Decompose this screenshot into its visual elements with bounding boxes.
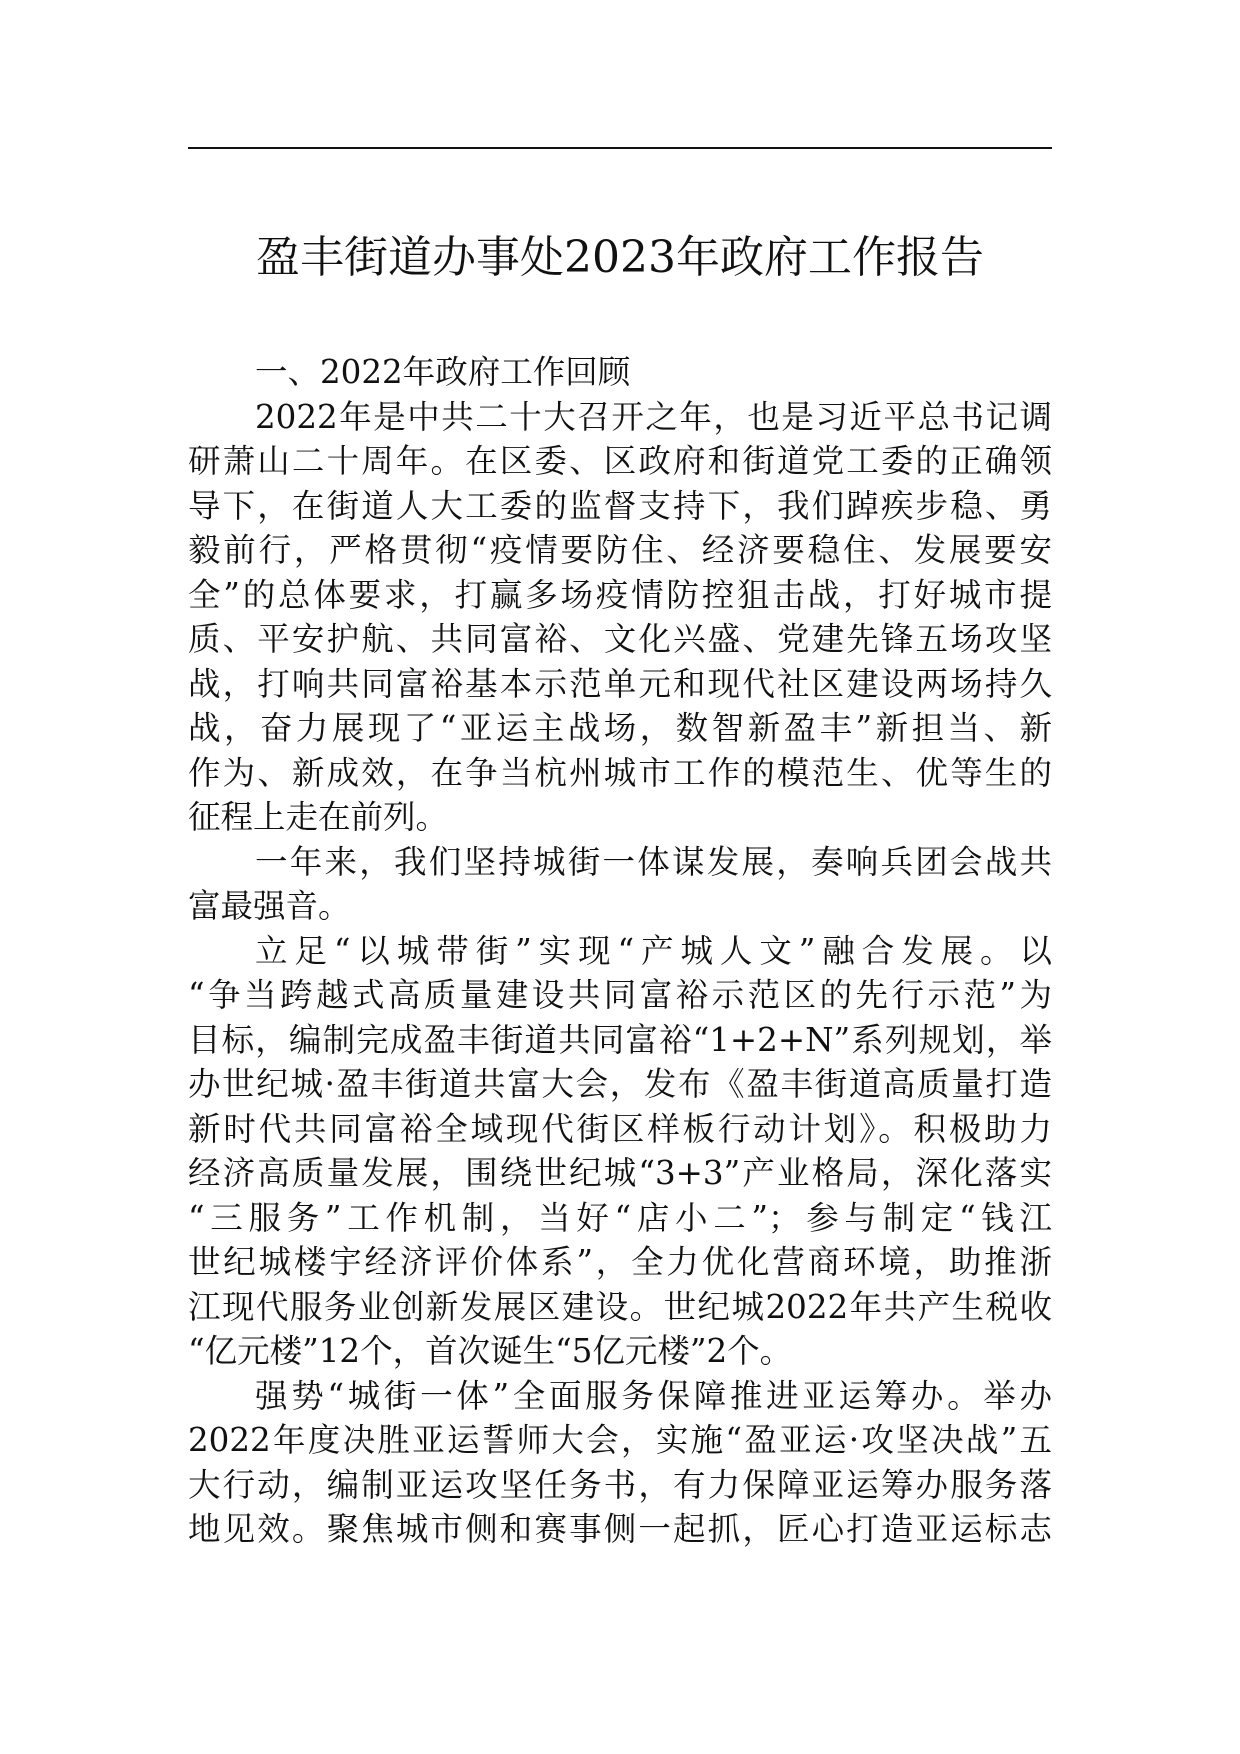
paragraph-line: “亿元楼”12个，首次诞生“5亿元楼”2个。 — [188, 1332, 793, 1370]
paragraph-line: 新时代共同富裕全域现代街区样板行动计划》。积极助力 — [188, 1109, 1052, 1148]
paragraph-line: 2022年是中共二十大召开之年，也是习近平总书记调 — [255, 397, 1052, 436]
section-heading: 一、2022年政府工作回顾 — [255, 353, 631, 391]
paragraph-line: 富最强音。 — [188, 887, 351, 925]
paragraph-line: 质、平安护航、共同富裕、文化兴盛、党建先锋五场攻坚 — [188, 620, 1052, 658]
paragraph-line: 征程上走在前列。 — [188, 798, 449, 836]
paragraph-line: 战，奋力展现了“亚运主战场，数智新盈丰”新担当、新 — [188, 709, 1052, 747]
paragraph-line: 作为、新成效，在争当杭州城市工作的模范生、优等生的 — [188, 753, 1052, 792]
paragraph-line: 2022年度决胜亚运誓师大会，实施“盈亚运·攻坚决战”五 — [188, 1421, 1052, 1459]
paragraph-line: 导下，在街道人大工委的监督支持下，我们踔疾步稳、勇 — [188, 486, 1052, 525]
paragraph-line: 全”的总体要求，打赢多场疫情防控狙击战，打好城市提 — [188, 575, 1052, 614]
document-body — [188, 350, 1052, 1552]
paragraph-line: 经济高质量发展，围绕世纪城“3+3”产业格局，深化落实 — [188, 1154, 1052, 1192]
paragraph-line: 立足“以城带街”实现“产城人文”融合发展。以 — [255, 931, 1052, 970]
paragraph-line: 大行动，编制亚运攻坚任务书，有力保障亚运筹办服务落 — [188, 1465, 1052, 1504]
paragraph-line: 世纪城楼宇经济评价体系”，全力优化营商环境，助推浙 — [188, 1243, 1052, 1281]
paragraph-line: “三服务”工作机制，当好“店小二”；参与制定“钱江 — [188, 1198, 1052, 1237]
paragraph-line: 目标，编制完成盈丰街道共同富裕“1+2+N”系列规划，举 — [188, 1020, 1052, 1059]
paragraph-line: 地见效。聚焦城市侧和赛事侧一起抓，匠心打造亚运标志 — [188, 1510, 1052, 1548]
paragraph-line: 战，打响共同富裕基本示范单元和现代社区建设两场持久 — [188, 664, 1052, 703]
paragraph-line: 强势“城街一体”全面服务保障推进亚运筹办。举办 — [255, 1376, 1052, 1415]
paragraph-line: 毅前行，严格贯彻“疫情要防住、经济要稳住、发展要安 — [188, 531, 1052, 569]
paragraph-line: 江现代服务业创新发展区建设。世纪城2022年共产生税收 — [188, 1287, 1052, 1326]
paragraph-line: 办世纪城·盈丰街道共富大会，发布《盈丰街道高质量打造 — [188, 1065, 1052, 1103]
paragraph-line: 一年来，我们坚持城街一体谋发展，奏响兵团会战共 — [255, 842, 1052, 881]
header-rule — [188, 147, 1052, 149]
paragraph-line: “争当跨越式高质量建设共同富裕示范区的先行示范”为 — [188, 976, 1052, 1014]
paragraph-line: 研萧山二十周年。在区委、区政府和街道党工委的正确领 — [188, 442, 1052, 480]
document-title: 盈丰街道办事处2023年政府工作报告 — [256, 232, 984, 283]
